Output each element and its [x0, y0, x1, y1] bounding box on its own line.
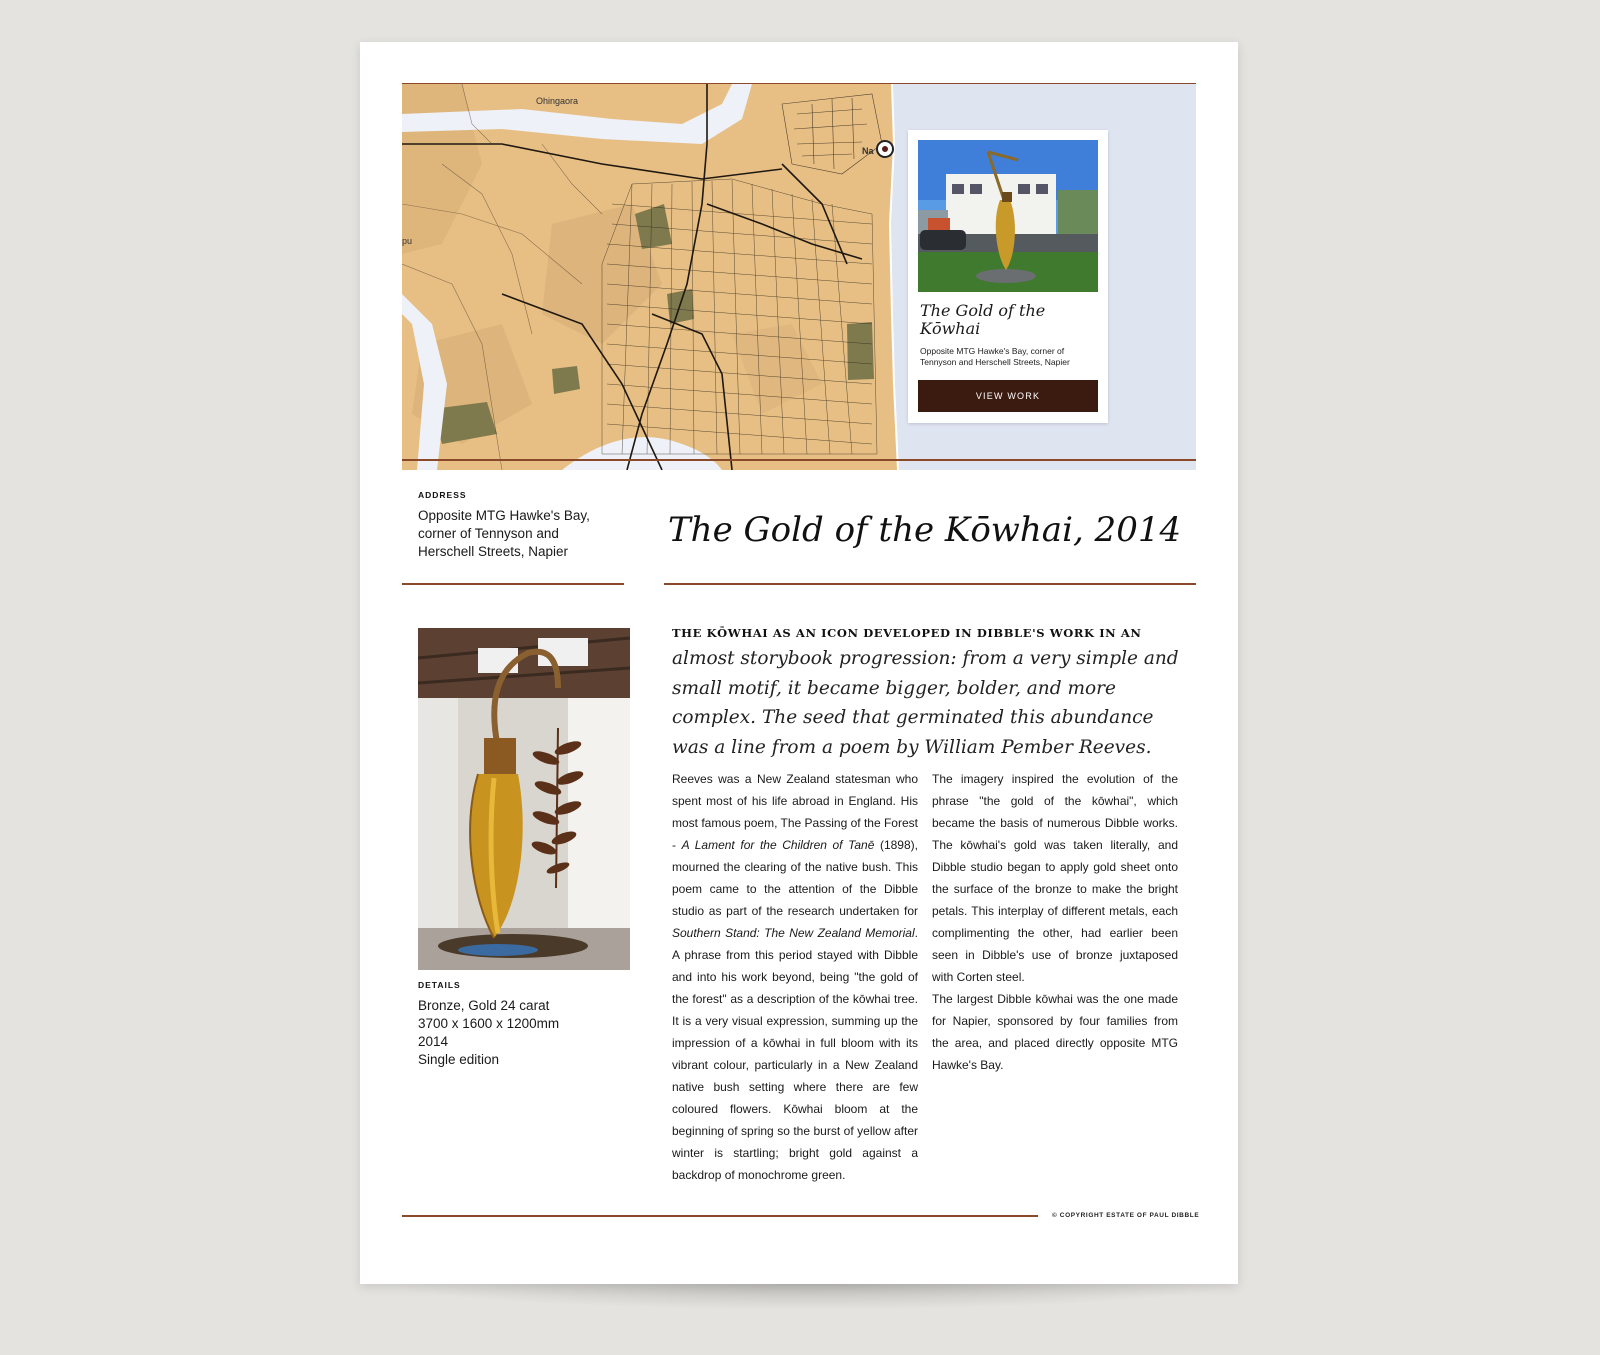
map-label-edge: pu: [402, 236, 413, 246]
address-line: corner of Tennyson and: [418, 526, 559, 541]
details-line: Single edition: [418, 1052, 500, 1067]
body-paragraph: The largest Dibble kōwhai was the one made for Napier, sponsored by four families from the area, and placed directly opposite MTG Hawke's Bay.: [932, 992, 1178, 1072]
body-paragraph: [672, 768, 918, 1186]
lead-caps: THE KŌWHAI AS AN ICON DEVELOPED IN DIBBLE'S WORK IN AN: [672, 626, 1142, 640]
address-label: ADDRESS: [418, 490, 467, 500]
popup-title: The Gold of the Kōwhai: [920, 301, 1046, 338]
poem-subtitle: A Lament for the Children of Tanē: [681, 838, 875, 852]
details-line: Bronze, Gold 24 carat: [418, 998, 550, 1013]
body-column-1: [672, 768, 918, 1186]
document-page: [360, 42, 1238, 1284]
map-bottom-rule: [402, 459, 1196, 461]
body-text: . A phrase from this period stayed with Dibble and into his work beyond, being "the gold of the forest" as a description of the kōwhai tree. It is a very visual expression, summing up the impression of a kōwhai in full bloom with its vibrant colour, particularly in a New Zealand native bush setting where there are few coloured flowers. Kōwhai bloom at the beginning of spring so the burst of yellow after winter is startling; bright gold against a backdrop of monochrome green.: [672, 926, 918, 1182]
map-label-napier: Na: [862, 146, 874, 156]
address-line: Herschell Streets, Napier: [418, 544, 569, 559]
details-label: DETAILS: [418, 980, 461, 990]
map-popup-card[interactable]: [908, 130, 1108, 423]
lead-italic: almost storybook progression: from a very simple and small motif, it became bigger, bolder, and more complex. The seed that germinated this abundance was a line from a poem by William Pember Reeves.: [672, 648, 1179, 758]
sculpture-street-photo: [918, 140, 1098, 292]
map-label-ohingaora: Ohingaora: [536, 96, 579, 106]
details-line: 2014: [418, 1034, 449, 1049]
details-text: [418, 997, 638, 1069]
view-work-button[interactable]: VIEW WORK: [918, 380, 1098, 412]
footer-rule: [402, 1215, 1038, 1217]
title-rule: [664, 583, 1196, 585]
page-title: The Gold of the Kōwhai, 2014: [668, 510, 1182, 550]
body-column-2: [932, 768, 1178, 1076]
copyright-text: © COPYRIGHT ESTATE OF PAUL DIBBLE: [1052, 1212, 1200, 1219]
sculpture-studio-photo: [418, 628, 630, 970]
work-title: Southern Stand: The New Zealand Memorial: [672, 926, 915, 940]
map-pin-icon[interactable]: [876, 140, 894, 158]
location-map[interactable]: [402, 84, 1196, 470]
popup-address: Opposite MTG Hawke's Bay, corner of Tennyson and Herschell Streets, Napier: [920, 346, 1070, 367]
address-text: [418, 507, 638, 561]
address-line: Opposite MTG Hawke's Bay,: [418, 508, 590, 523]
body-paragraph: The imagery inspired the evolution of the phrase "the gold of the kōwhai", which became the basis of numerous Dibble works. The kōwhai's gold was taken literally, and Dibble studio began to apply gold sheet onto the surface of the bronze to make the bright petals. This interplay of different metals, each complimenting the other, had earlier been seen in Dibble's use of bronze juxtaposed with Corten steel.: [932, 772, 1178, 984]
body-text: Reeves was a New Zealand statesman who spent most of his life abroad in England. His most famous poem, The Passing of the Forest -: [672, 772, 918, 852]
sidebar-rule: [402, 583, 624, 585]
details-line: 3700 x 1600 x 1200mm: [418, 1016, 560, 1031]
body-text: (1898), mourned the clearing of the native bush. This poem came to the attention of the Dibble studio as part of the research undertaken for: [672, 838, 918, 918]
